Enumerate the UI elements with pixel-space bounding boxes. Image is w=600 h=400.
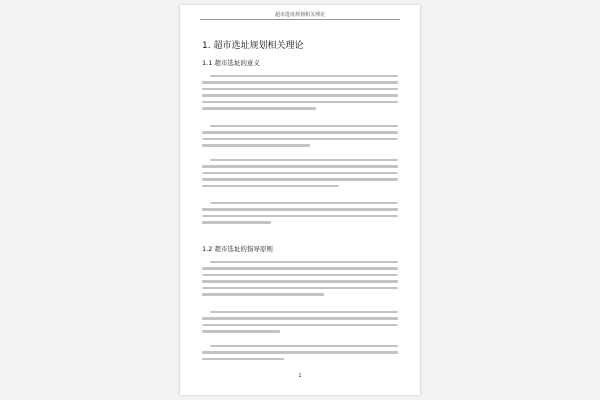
- paragraph-1-1-1: [202, 75, 398, 110]
- paragraph-1-1-3: [202, 159, 398, 187]
- section-heading-1-2: 1.2 超市选址的指导原则: [202, 245, 273, 253]
- document-page: [180, 5, 420, 395]
- section-heading-1-1: 1.1 超市选址的意义: [202, 59, 260, 67]
- running-header: 超市选址规划相关理论: [200, 12, 400, 20]
- paragraph-1-2-2: [202, 311, 398, 333]
- page-number: 1: [298, 373, 302, 379]
- paragraph-1-2-3: [202, 345, 398, 360]
- paragraph-1-1-2: [202, 125, 398, 147]
- paragraph-1-1-4: [202, 202, 398, 224]
- chapter-heading: 1. 超市选址规划相关理论: [202, 41, 304, 51]
- paragraph-1-2-1: [202, 261, 398, 296]
